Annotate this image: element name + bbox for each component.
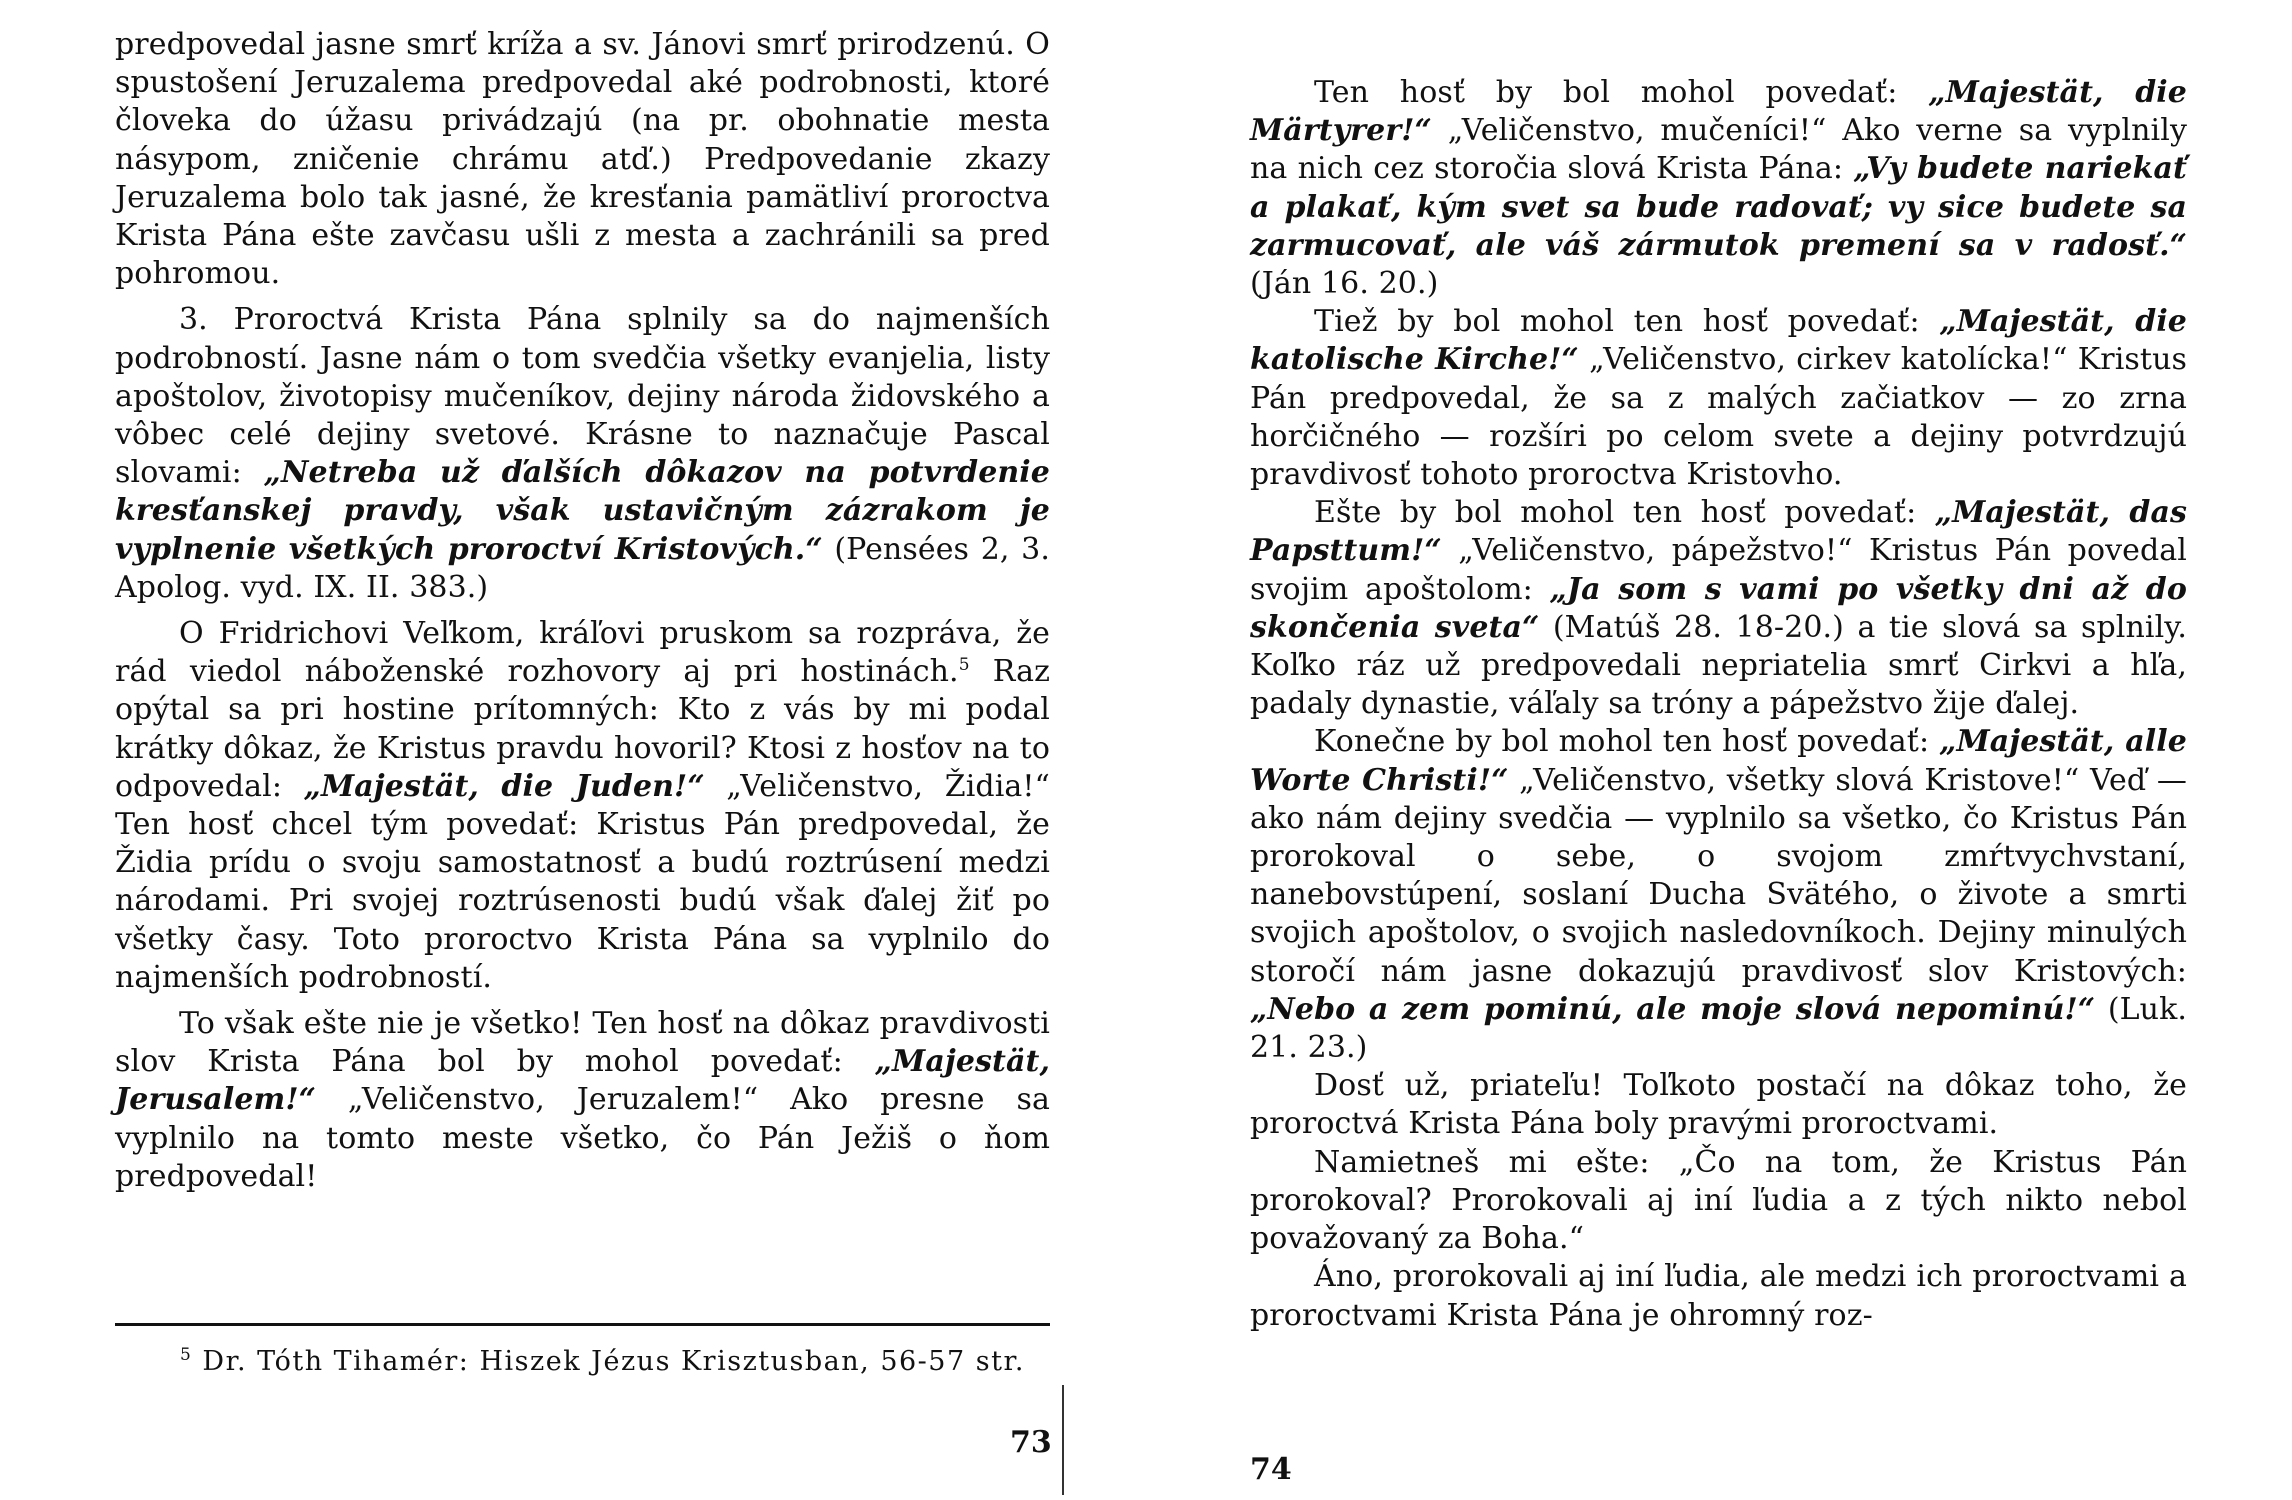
paragraph-r4 [1250, 723, 2187, 1067]
paragraph-text: To však ešte nie je všetko! Ten hosť na dôkaz pravdivosti slov Krista Pána bol by mohol povedať: [115, 1006, 1050, 1080]
paragraph-r1 [1250, 74, 2187, 303]
footnote [180, 1345, 1050, 1379]
paragraph-text: „Veličenstvo, cirkev katolícka!“ Kristus Pán predpovedal, že sa z malých začiatkov — zo zrna horčičného — rozšíri po celom svete a dejiny potvrdzujú pravdivosť tohoto proroctva Kristovho. [1250, 342, 2187, 493]
paragraph-r5 [1250, 1067, 2187, 1143]
right-page [1146, 0, 2292, 1500]
paragraph-text: Áno, prorokovali aj iní ľudia, ale medzi ich proroctvami a proroctvami Krista Pána je ohromný roz- [1250, 1259, 2187, 1333]
paragraph-text: „Veličenstvo, všetky slová Kristove!“ Veď — ako nám dejiny svedčia — vyplnilo sa všetko, čo Kristus Pán prorokoval o sebe, o svojom zmŕtvychvstaní, nanebovstúpení, soslaní Ducha Svätého, o živote a smrti svojich apoštolov, o svojich nasledovníkoch. Dejiny minulých storočí nám jasne dokazujú pravdivosť slov Kristových: [1250, 762, 2187, 989]
paragraph-text: (Ján 16. 20.) [1250, 266, 1439, 302]
paragraph-text: „Veličenstvo, mučeníci!“ Ako verne sa vyplnily na nich cez storočia slová Krista Pána: [1250, 113, 2187, 187]
paragraph-p3 [115, 615, 1050, 997]
footnote-divider [115, 1323, 1050, 1326]
paragraph-text: (Matúš 28. 18-20.) a tie slová sa splnily. Koľko ráz už predpovedali nepriatelia smrť Cirkvi a hľa, padaly dynastie, váľaly sa tróny a pápežstvo žije ďalej. [1250, 609, 2187, 722]
quoted-emphasis: „Netreba už ďalších dôkazov na potvrdenie kresťanskej pravdy, však ustavičným zázrakom je vyplnenie všetkých proroctví Kristových.“ [115, 455, 1050, 567]
paragraph-text: Ten hosť by bol mohol povedať: [1314, 75, 1929, 110]
footnote-marker: 5 [180, 1345, 193, 1365]
paragraph-text: O Fridrichovi Veľkom, kráľovi pruskom sa rozpráva, že rád viedol náboženské rozhovory aj pri hostinách. [115, 616, 1050, 690]
paragraph-text: Konečne by bol mohol ten hosť povedať: [1314, 724, 1940, 760]
paragraph-text: Ešte by bol mohol ten hosť povedať: [1314, 495, 1935, 531]
left-page-text [115, 26, 1050, 1196]
paragraph-p1 [115, 26, 1050, 293]
paragraph-p2 [115, 301, 1050, 607]
paragraph-text: (Luk. 21. 23.) [1250, 991, 2187, 1066]
quoted-emphasis: „Majestät, die Märtyrer!“ [1250, 75, 2187, 149]
paragraph-text: „Veličenstvo, Židia!“ Ten hosť chcel tým povedať: Kristus Pán predpovedal, že Židia prídu o svoju samostatnosť a budú roztrúsení medzi národami. Pri svojej roztrúsenosti budú však ďalej žiť po všetky časy. Toto proroctvo Krista Pána sa vyplnilo do najmenších podrobností. [115, 768, 1050, 995]
quoted-emphasis: „Majestät, die katolische Kirche!“ [1250, 304, 2187, 378]
paragraph-text: „Veličenstvo, pápežstvo!“ Kristus Pán povedal svojim apoštolom: [1250, 533, 2187, 607]
quoted-emphasis: „Majestät, die Juden!“ [303, 768, 705, 804]
paragraph-text: Raz opýtal sa pri hostine prítomných: Kto z vás by mi podal krátky dôkaz, že Kristus pravdu hovoril? Ktosi z hosťov na to odpovedal: [115, 654, 1050, 804]
quoted-emphasis: „Majestät, das Papsttum!“ [1250, 495, 2187, 569]
page-number-right: 74 [1250, 1452, 1292, 1487]
paragraph-text: Namietneš mi ešte: „Čo na tom, že Kristus Pán prorokoval? Prorokovali aj iní ľudia a z tých nikto nebol považovaný za Boha.“ [1250, 1144, 2187, 1257]
paragraph-text: Dosť už, priateľu! Toľkoto postačí na dôkaz toho, že proroctvá Krista Pána boly pravými proroctvami. [1250, 1068, 2187, 1142]
paragraph-r7 [1250, 1258, 2187, 1334]
paragraph-text: „Veličenstvo, Jeruzalem!“ Ako presne sa vyplnilo na tomto meste všetko, čo Pán Ježiš o ňom predpovedal! [115, 1082, 1050, 1194]
paragraph-text: Tiež by bol mohol ten hosť povedať: [1314, 304, 1940, 340]
footnote-reference: 5 [958, 655, 970, 676]
quoted-emphasis: „Vy budete nariekať a plakať, kým svet sa bude radovať; vy sice budete sa zarmucovať, ale váš zármutok premení sa v radosť.“ [1250, 151, 2187, 263]
paragraph-text: 3. Proroctvá Krista Pána splnily sa do najmenších podrobností. Jasne nám o tom svedčia všetky evanjelia, listy apoštolov, životopisy mučeníkov, dejiny národa židovského a vôbec celé dejiny svetové. Krásne to naznačuje Pascal slovami: [115, 302, 1050, 491]
quoted-emphasis: „Ja som s vami po všetky dni až do skončenia sveta“ [1250, 571, 2187, 645]
quoted-emphasis: „Majestät, Jerusalem!“ [115, 1044, 1050, 1118]
paragraph-r2 [1250, 303, 2187, 494]
footnote-text: Dr. Tóth Tihamér: Hiszek Jézus Krisztusban, 56-57 str. [202, 1346, 1025, 1377]
page-edge-line [1062, 1385, 1064, 1495]
paragraph-r3 [1250, 494, 2187, 723]
paragraph-p4 [115, 1005, 1050, 1196]
paragraph-text: (Pensées 2, 3. Apolog. vyd. IX. II. 383.) [115, 531, 1050, 605]
quoted-emphasis: „Majestät, alle Worte Christi!“ [1250, 724, 2187, 798]
paragraph-text: predpovedal jasne smrť kríža a sv. Jánovi smrť prirodzenú. O spustošení Jeruzalema predpovedal aké podrobnosti, ktoré človeka do úžasu privádzajú (na pr. obohnatie mesta násypom, zničenie chrámu atď.) Predpovedanie zkazy Jeruzalema bolo tak jasné, že kresťania pamätliví proroctva Krista Pána ešte zavčasu ušli z mesta a zachránili sa pred pohromou. [115, 27, 1050, 292]
paragraph-r6 [1250, 1144, 2187, 1259]
page-number-left: 73 [1010, 1425, 1052, 1460]
right-page-text [1250, 74, 2187, 1335]
quoted-emphasis: „Nebo a zem pominú, ale moje slová nepominú!“ [1250, 991, 2096, 1027]
